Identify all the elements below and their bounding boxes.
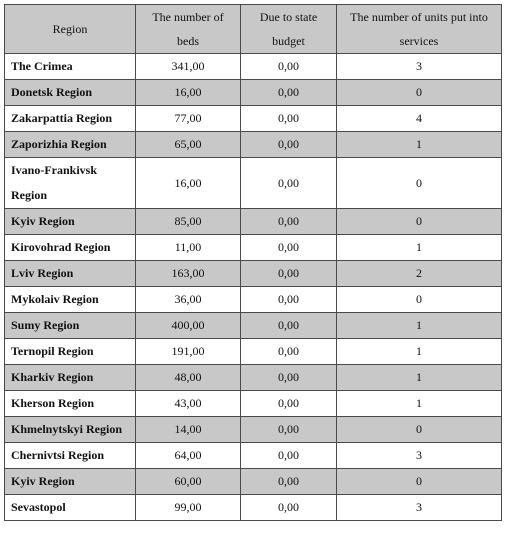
region-cell: Kharkiv Region <box>5 365 136 391</box>
units-cell: 3 <box>337 54 502 80</box>
region-cell: Ivano-Frankivsk Region <box>5 158 136 209</box>
beds-cell: 36,00 <box>136 287 241 313</box>
budget-cell: 0,00 <box>241 261 337 287</box>
units-cell: 4 <box>337 106 502 132</box>
region-cell: Chernivtsi Region <box>5 443 136 469</box>
beds-cell: 85,00 <box>136 209 241 235</box>
region-cell: Kyiv Region <box>5 209 136 235</box>
beds-cell: 16,00 <box>136 80 241 106</box>
units-cell: 0 <box>337 469 502 495</box>
table-row <box>5 287 502 313</box>
units-cell: 3 <box>337 443 502 469</box>
header-row <box>5 5 502 54</box>
units-cell: 2 <box>337 261 502 287</box>
region-cell: Kirovohrad Region <box>5 235 136 261</box>
region-cell: Sevastopol <box>5 495 136 521</box>
table-row <box>5 443 502 469</box>
table-row <box>5 469 502 495</box>
beds-cell: 64,00 <box>136 443 241 469</box>
table-row <box>5 417 502 443</box>
units-cell: 1 <box>337 132 502 158</box>
units-cell: 1 <box>337 365 502 391</box>
header-region: Region <box>5 5 136 54</box>
budget-cell: 0,00 <box>241 469 337 495</box>
beds-cell: 400,00 <box>136 313 241 339</box>
beds-cell: 48,00 <box>136 365 241 391</box>
budget-cell: 0,00 <box>241 80 337 106</box>
budget-cell: 0,00 <box>241 417 337 443</box>
beds-cell: 11,00 <box>136 235 241 261</box>
beds-cell: 14,00 <box>136 417 241 443</box>
beds-cell: 341,00 <box>136 54 241 80</box>
budget-cell: 0,00 <box>241 235 337 261</box>
table-row <box>5 235 502 261</box>
budget-cell: 0,00 <box>241 287 337 313</box>
region-cell: The Crimea <box>5 54 136 80</box>
region-cell: Lviv Region <box>5 261 136 287</box>
beds-cell: 65,00 <box>136 132 241 158</box>
budget-cell: 0,00 <box>241 158 337 209</box>
table-container <box>4 4 502 521</box>
table-row <box>5 313 502 339</box>
budget-cell: 0,00 <box>241 313 337 339</box>
region-cell: Zaporizhia Region <box>5 132 136 158</box>
budget-cell: 0,00 <box>241 495 337 521</box>
units-cell: 0 <box>337 158 502 209</box>
units-cell: 1 <box>337 339 502 365</box>
table-row <box>5 261 502 287</box>
header-budget: Due to state budget <box>241 5 337 54</box>
units-cell: 1 <box>337 391 502 417</box>
region-cell: Kherson Region <box>5 391 136 417</box>
regions-table <box>4 4 502 521</box>
units-cell: 1 <box>337 235 502 261</box>
region-cell: Ternopil Region <box>5 339 136 365</box>
beds-cell: 60,00 <box>136 469 241 495</box>
beds-cell: 163,00 <box>136 261 241 287</box>
header-units: The number of units put into services <box>337 5 502 54</box>
budget-cell: 0,00 <box>241 339 337 365</box>
beds-cell: 191,00 <box>136 339 241 365</box>
header-beds: The number of beds <box>136 5 241 54</box>
region-cell: Mykolaiv Region <box>5 287 136 313</box>
table-row <box>5 209 502 235</box>
budget-cell: 0,00 <box>241 106 337 132</box>
table-row <box>5 80 502 106</box>
units-cell: 0 <box>337 209 502 235</box>
budget-cell: 0,00 <box>241 132 337 158</box>
units-cell: 0 <box>337 287 502 313</box>
table-row <box>5 339 502 365</box>
table-body <box>5 54 502 521</box>
region-cell: Sumy Region <box>5 313 136 339</box>
table-row <box>5 495 502 521</box>
budget-cell: 0,00 <box>241 365 337 391</box>
table-row <box>5 391 502 417</box>
beds-cell: 16,00 <box>136 158 241 209</box>
beds-cell: 99,00 <box>136 495 241 521</box>
region-cell: Khmelnytskyi Region <box>5 417 136 443</box>
budget-cell: 0,00 <box>241 391 337 417</box>
region-cell: Donetsk Region <box>5 80 136 106</box>
budget-cell: 0,00 <box>241 209 337 235</box>
beds-cell: 43,00 <box>136 391 241 417</box>
table-row <box>5 106 502 132</box>
table-row <box>5 132 502 158</box>
units-cell: 1 <box>337 313 502 339</box>
units-cell: 0 <box>337 417 502 443</box>
units-cell: 0 <box>337 80 502 106</box>
budget-cell: 0,00 <box>241 443 337 469</box>
table-row <box>5 158 502 209</box>
budget-cell: 0,00 <box>241 54 337 80</box>
table-row <box>5 365 502 391</box>
beds-cell: 77,00 <box>136 106 241 132</box>
region-cell: Zakarpattia Region <box>5 106 136 132</box>
table-row <box>5 54 502 80</box>
region-cell: Kyiv Region <box>5 469 136 495</box>
units-cell: 3 <box>337 495 502 521</box>
